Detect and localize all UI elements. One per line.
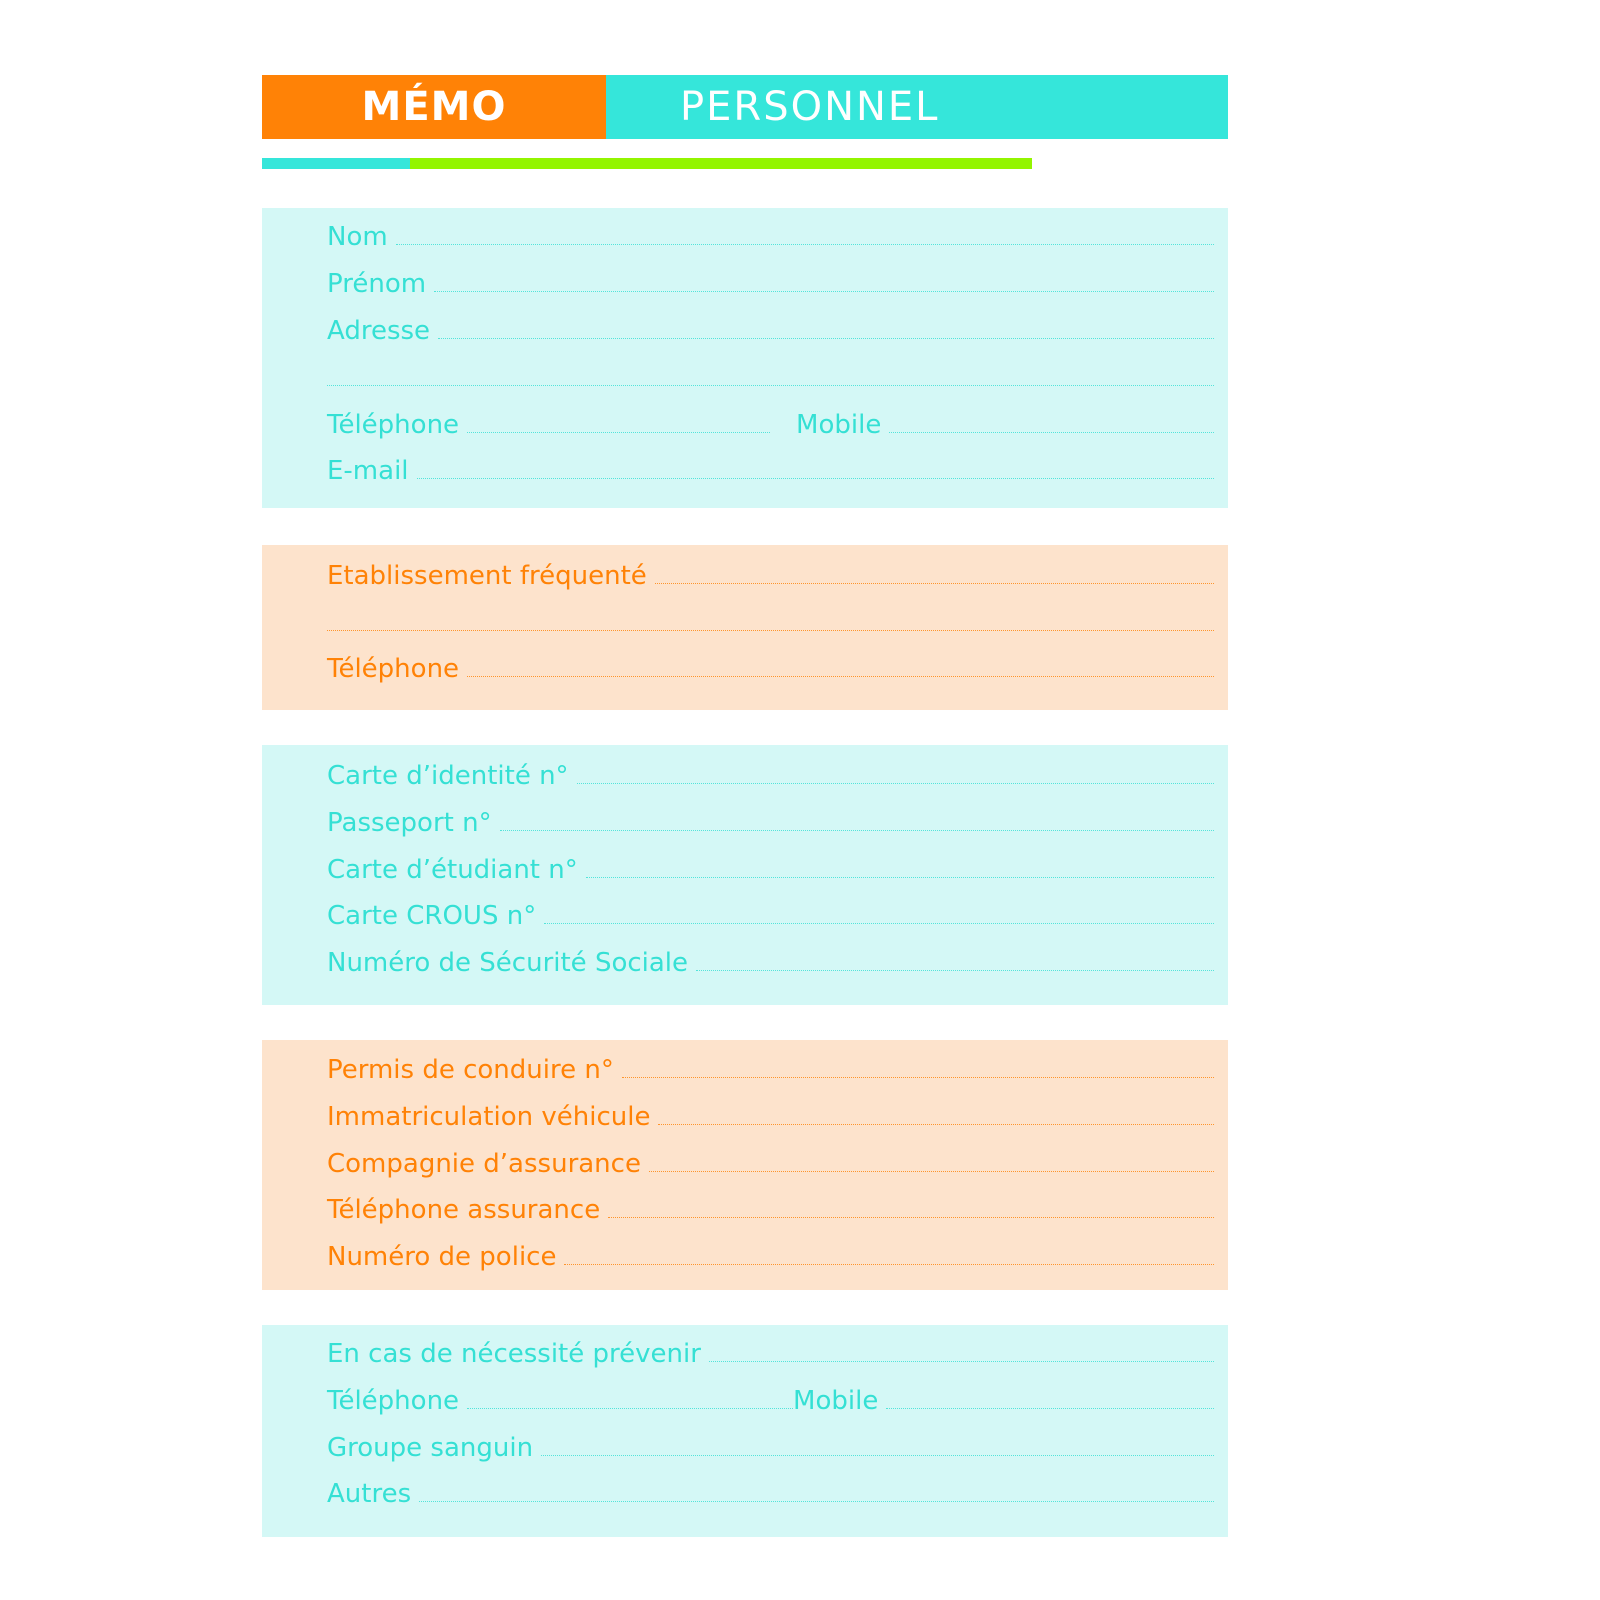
permis-line[interactable] bbox=[622, 1055, 1214, 1078]
autres-line[interactable] bbox=[419, 1479, 1214, 1502]
email-line[interactable] bbox=[417, 456, 1214, 479]
prevenir-line[interactable] bbox=[709, 1339, 1214, 1362]
tel-assurance-label: Téléphone assurance bbox=[327, 1195, 601, 1225]
telephone-label: Téléphone bbox=[327, 410, 460, 440]
autres-field[interactable] bbox=[327, 1479, 1214, 1513]
memo-title: MÉMO bbox=[262, 75, 606, 139]
emergency-telephone-label: Téléphone bbox=[327, 1386, 460, 1416]
personnel-title: PERSONNEL bbox=[606, 75, 1228, 139]
emergency-section bbox=[262, 1325, 1228, 1537]
secu-label: Numéro de Sécurité Sociale bbox=[327, 948, 689, 978]
passeport-field[interactable] bbox=[327, 808, 1214, 842]
police-label: Numéro de police bbox=[327, 1242, 557, 1272]
email-field[interactable] bbox=[327, 456, 1214, 490]
carte-etudiant-line[interactable] bbox=[586, 855, 1214, 878]
adresse-field-line2[interactable] bbox=[327, 363, 1214, 397]
immatriculation-label: Immatriculation véhicule bbox=[327, 1102, 651, 1132]
school-telephone-field[interactable] bbox=[327, 654, 1214, 688]
carte-crous-field[interactable] bbox=[327, 901, 1214, 935]
groupe-sanguin-line[interactable] bbox=[541, 1433, 1214, 1456]
compagnie-field[interactable] bbox=[327, 1149, 1214, 1183]
permis-label: Permis de conduire n° bbox=[327, 1055, 614, 1085]
etablissement-field[interactable] bbox=[327, 561, 1214, 595]
school-telephone-label: Téléphone bbox=[327, 654, 460, 684]
decorative-stripe-cyan bbox=[262, 158, 410, 169]
email-label: E-mail bbox=[327, 456, 409, 486]
prenom-label: Prénom bbox=[327, 269, 427, 299]
groupe-sanguin-field[interactable] bbox=[327, 1433, 1214, 1467]
carte-etudiant-field[interactable] bbox=[327, 855, 1214, 889]
nom-label: Nom bbox=[327, 222, 388, 252]
carte-identite-field[interactable] bbox=[327, 761, 1214, 795]
compagnie-label: Compagnie d’assurance bbox=[327, 1149, 641, 1179]
compagnie-line[interactable] bbox=[649, 1149, 1214, 1172]
adresse-line-2[interactable] bbox=[327, 363, 1214, 386]
police-line[interactable] bbox=[564, 1242, 1214, 1265]
secu-line[interactable] bbox=[696, 948, 1214, 971]
prenom-field[interactable] bbox=[327, 269, 1214, 303]
personal-info-section bbox=[262, 208, 1228, 508]
prevenir-label: En cas de nécessité prévenir bbox=[327, 1339, 701, 1369]
emergency-mobile-line[interactable] bbox=[886, 1386, 1214, 1409]
prevenir-field[interactable] bbox=[327, 1339, 1214, 1373]
school-telephone-line[interactable] bbox=[467, 654, 1214, 677]
decorative-stripe-green bbox=[410, 158, 1032, 169]
emergency-mobile-label: Mobile bbox=[793, 1386, 879, 1416]
adresse-line[interactable] bbox=[438, 316, 1214, 339]
secu-field[interactable] bbox=[327, 948, 1214, 982]
vehicle-section bbox=[262, 1040, 1228, 1290]
adresse-label: Adresse bbox=[327, 316, 431, 346]
etablissement-field-line2[interactable] bbox=[327, 608, 1214, 642]
tel-assurance-field[interactable] bbox=[327, 1195, 1214, 1229]
passeport-label: Passeport n° bbox=[327, 808, 492, 838]
mobile-line[interactable] bbox=[889, 410, 1214, 433]
carte-identite-line[interactable] bbox=[577, 761, 1214, 784]
page-header bbox=[262, 75, 1228, 139]
groupe-sanguin-label: Groupe sanguin bbox=[327, 1433, 534, 1463]
police-field[interactable] bbox=[327, 1242, 1214, 1276]
emergency-telephone-line[interactable] bbox=[467, 1386, 793, 1409]
permis-field[interactable] bbox=[327, 1055, 1214, 1089]
etablissement-line[interactable] bbox=[655, 561, 1214, 584]
carte-identite-label: Carte d’identité n° bbox=[327, 761, 569, 791]
passeport-line[interactable] bbox=[500, 808, 1214, 831]
emergency-telephone-mobile-row bbox=[327, 1386, 1214, 1420]
telephone-mobile-row bbox=[327, 410, 1214, 444]
carte-crous-label: Carte CROUS n° bbox=[327, 901, 537, 931]
nom-line[interactable] bbox=[396, 222, 1214, 245]
telephone-line[interactable] bbox=[467, 410, 770, 433]
prenom-line[interactable] bbox=[434, 269, 1214, 292]
immatriculation-line[interactable] bbox=[658, 1102, 1214, 1125]
mobile-label: Mobile bbox=[796, 410, 882, 440]
carte-etudiant-label: Carte d’étudiant n° bbox=[327, 855, 578, 885]
etablissement-line-2[interactable] bbox=[327, 608, 1214, 631]
school-section bbox=[262, 545, 1228, 710]
tel-assurance-line[interactable] bbox=[608, 1195, 1214, 1218]
autres-label: Autres bbox=[327, 1479, 412, 1509]
carte-crous-line[interactable] bbox=[544, 901, 1214, 924]
nom-field[interactable] bbox=[327, 222, 1214, 256]
immatriculation-field[interactable] bbox=[327, 1102, 1214, 1136]
adresse-field[interactable] bbox=[327, 316, 1214, 350]
etablissement-label: Etablissement fréquenté bbox=[327, 561, 647, 591]
identity-section bbox=[262, 745, 1228, 1005]
